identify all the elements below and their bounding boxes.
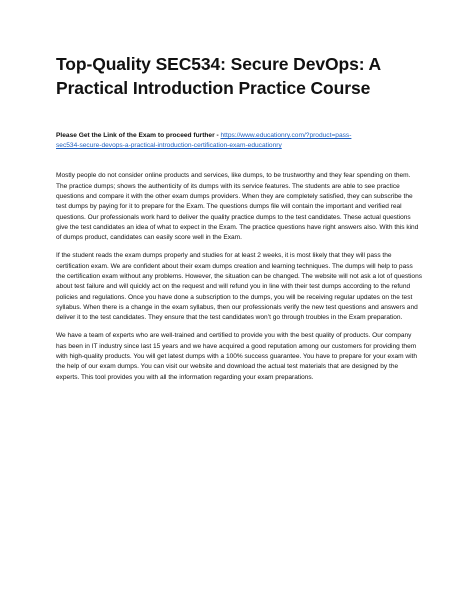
exam-link-url-line-2: sec534-secure-devops-a-practical-introduction-certification-exam-educationry bbox=[56, 142, 282, 150]
paragraph-1: Mostly people do not consider online products and services, like dumps, to be trustworthy and they fear spending on them. The practice dumps; shows the authenticity of its dumps with its service features. The students are able to see practice questions and compare it with the other exam dumps providers. When they are completely satisfied, they can subscribe the test dumps by paying for it to prepare for the Exam. The questions dumps file will contain the important and verified real questions. Our professionals work hard to deliver the quality practice dumps to the test candidates. These actual questions give the test candidates an idea of what to expect in the Exam. The practice questions have right answers also. With this kind of dumps product, candidates can easily score well in the Exam. bbox=[56, 172, 419, 242]
paragraph-3: We have a team of experts who are well-trained and certified to provide you with the best quality of products. Our company has been in IT industry since last 15 years and we have acquired a good reputation among our customers for providing them with high-quality products. You will get latest dumps with a 100% success guarantee. You have to prepare for your exam with the help of our exam dumps. You can visit our website and download the actual test materials that are designed by the experts. This tool provides you with all the information regarding your exam preparations. bbox=[56, 332, 418, 381]
page-title-line-1: Top-Quality SEC534: Secure DevOps: A bbox=[56, 54, 382, 74]
document-page bbox=[56, 52, 422, 391]
paragraph-2: If the student reads the exam dumps properly and studies for at least 2 weeks, it is most likely that they will pass the certification exam. We are confident about their exam dumps creation and learning techniques. The dumps will help to pass the certification exam without any problems. However, the situation can be changed. The website will not ask a lot of questions about test failure and will quickly act on the request and will refund you in line with their test dumps according to the refund policies and regulations. Once you have done a subscription to the dumps, you will be receiving regular updates on the test syllabus. When there is a change in the exam syllabus, then our professionals verify the new test questions and answers and deliver it to the test candidates. They ensure that the test candidates won’t go through troubles in the Exam preparation. bbox=[56, 252, 422, 322]
page-title-line-2: Practical Introduction Practice Course bbox=[56, 78, 371, 98]
exam-link-url-line-1: https://www.educationry.com/?product=pass- bbox=[220, 132, 352, 139]
page-title bbox=[56, 52, 422, 100]
exam-link-block bbox=[56, 131, 422, 151]
body-text bbox=[56, 171, 422, 383]
exam-link-prompt: Please Get the Link of the Exam to proceed further - bbox=[56, 132, 221, 139]
